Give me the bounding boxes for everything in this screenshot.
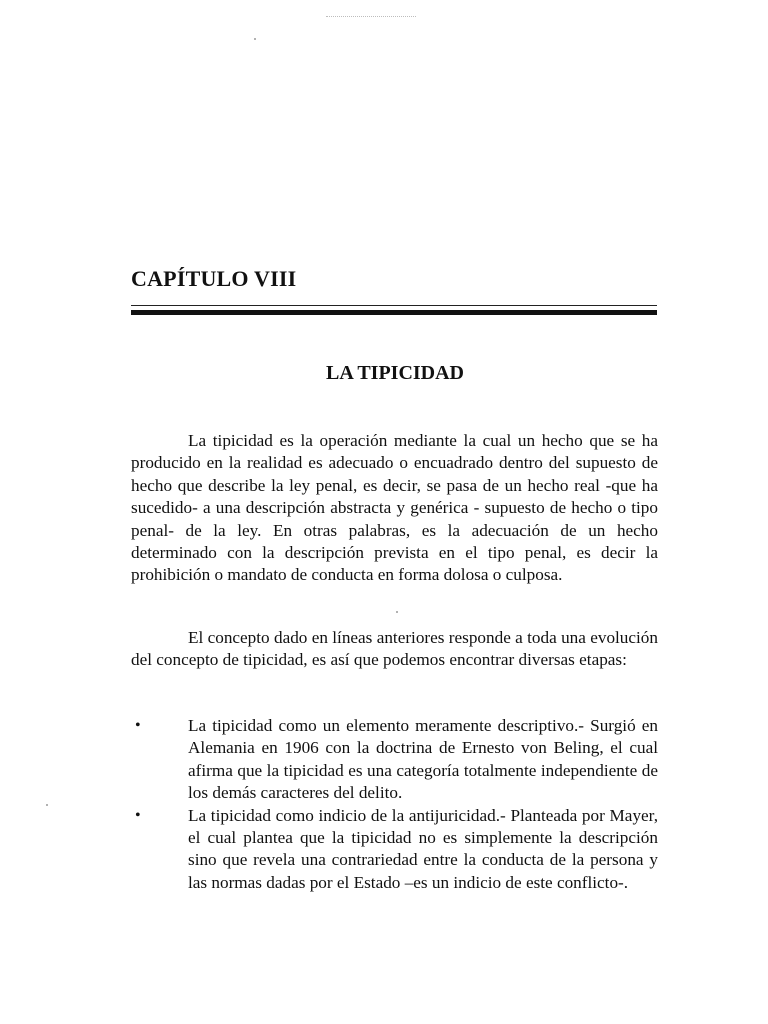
body-paragraph: La tipicidad es la operación mediante la cual un hecho que se ha producido en la realidad es adecuado o encuadrado dentro del supuesto de hecho que describe la ley penal, es decir, se pasa de un hecho real -que ha sucedido- a una descripción abstracta y genérica - supuesto de hecho o tipo penal- de la ley. En otras palabras, es la adecuación de un hecho determinado con la descripción prevista en el tipo penal, es decir la prohibición o mandato de conducta en forma dolosa o culposa.: [131, 431, 658, 585]
body-paragraph: El concepto dado en líneas anteriores responde a toda una evolución del concepto de tipicidad, es así que podemos encontrar diversas etapas:: [131, 628, 658, 670]
scan-artifact: [326, 16, 416, 21]
list-item-text: La tipicidad como un elemento meramente descriptivo.- Surgió en Alemania en 1906 con la doctrina de Ernesto von Beling, el cual afirma que la tipicidad es una categoría totalmente independiente de los demás caracteres del delito.: [188, 716, 658, 803]
list-item-text: La tipicidad como indicio de la antijuricidad.- Planteada por Mayer, el cual plantea que la tipicidad no es simplemente la descripción sino que revela una contrariedad entre la conducta de la persona y las normas dadas por el Estado –es un indicio de este conflicto-.: [188, 805, 658, 892]
scan-speck: [46, 804, 48, 806]
chapter-rule-thick: [131, 310, 657, 315]
list-item: [131, 715, 658, 805]
bullet-icon: •: [135, 717, 141, 734]
stages-list: [131, 715, 658, 894]
scan-speck: [254, 38, 256, 40]
scan-speck: [396, 611, 398, 613]
bullet-icon: •: [135, 806, 141, 824]
chapter-rule-thin: [131, 305, 657, 306]
section-title: LA TIPICIDAD: [326, 362, 464, 384]
list-item: [131, 805, 658, 895]
chapter-heading: CAPÍTULO VIII: [131, 266, 297, 291]
